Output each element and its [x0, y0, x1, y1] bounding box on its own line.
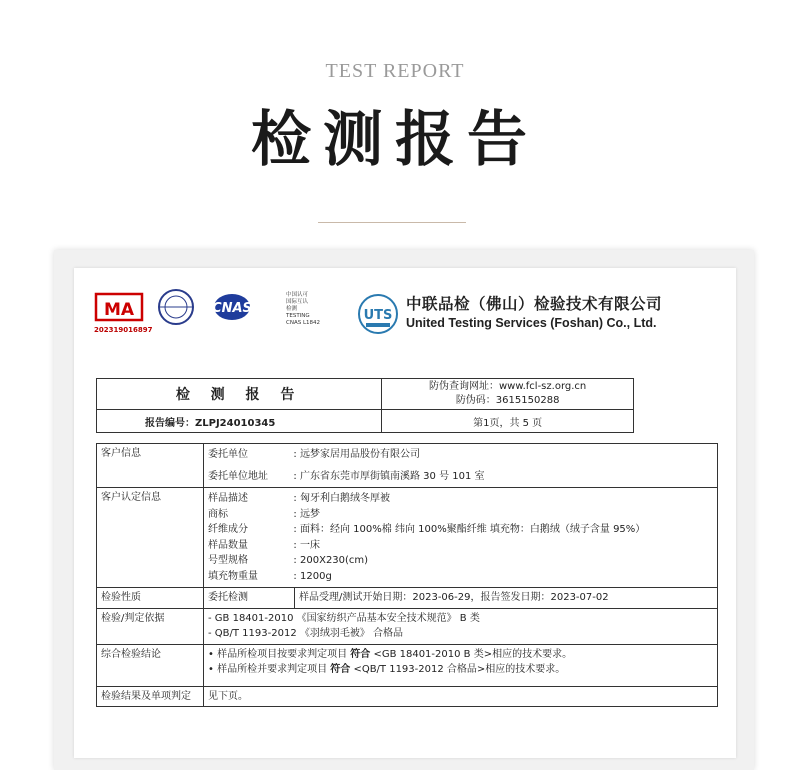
client-label: 客户信息	[97, 444, 204, 488]
test-nature-value: 委托检测	[204, 588, 295, 609]
table-row: 客户信息 委托单位 : 远梦家居用品股份有限公司 委托单位地址 : 广东省东莞市厚街镇南溪路 30 号 101 室	[97, 444, 718, 488]
basis-label: 检验/判定依据	[97, 608, 204, 644]
conclusion-label: 综合检验结论	[97, 644, 204, 686]
table-row	[97, 644, 718, 686]
report-header-table	[96, 378, 634, 433]
page-info: 第1页，共 5 页	[382, 410, 634, 433]
test-nature-label: 检验性质	[97, 588, 204, 609]
sample-label: 客户认定信息	[97, 488, 204, 588]
table-row	[97, 686, 718, 707]
table-row	[97, 488, 718, 588]
svg-text:UTS: UTS	[363, 308, 393, 323]
subtitle: TEST REPORT	[325, 60, 465, 82]
company-name-zh: 中联品检（佛山）检验技术有限公司	[406, 295, 663, 313]
cnas-text: 中国认可 国际互认 检测 TESTING CNAS L1842	[286, 292, 321, 326]
table-row	[97, 608, 718, 644]
report-title: 检 测 报 告	[97, 379, 382, 410]
conclusion-values: • 样品所检项目按要求判定项目 符合 <GB 18401-2010 B 类>相应的技术要求。 • 样品所检并要求判定项目 符合 <QB/T 1193-2012 合格品>相应的技术要求。	[204, 644, 718, 686]
uts-logo-icon	[356, 292, 400, 336]
result-value: 见下页。	[204, 686, 718, 707]
report-body-table	[96, 443, 718, 707]
sample-info: 样品描述 : 匈牙利白鹅绒冬厚被 商标 : 远梦 纤维成分 : 面料：经向 100%棉 纬向 100%聚酯纤维 填充物：白鹅绒（绒子含量 95%） 样品数量 : 一床 号型规格 : 200X230(cm) 填充物重量 : 1200g	[204, 488, 718, 588]
basis-values: - GB 18401-2010 《国家纺织产品基本安全技术规范》 B 类 - QB/T 1193-2012 《羽绒羽毛被》 合格品	[204, 608, 718, 644]
ma-cal-cnas-logo-icon	[94, 288, 284, 328]
accreditation-logos	[94, 288, 321, 338]
table-row	[97, 588, 718, 609]
test-dates: 样品受理/测试开始日期：2023-06-29，报告签发日期：2023-07-02	[295, 588, 718, 609]
ma-code: 2023190168​97	[94, 326, 153, 334]
svg-text:MA: MA	[103, 300, 135, 320]
company-name-en: United Testing Services (Foshan) Co., Ltd.	[406, 316, 657, 330]
report-number: 报告编号：ZLPJ24010345	[97, 410, 382, 433]
page-title: 检测报告	[251, 105, 539, 175]
svg-text:CNAS: CNAS	[212, 301, 252, 316]
title-divider	[318, 222, 466, 223]
result-label: 检验结果及单项判定	[97, 686, 204, 707]
company-header	[356, 292, 716, 336]
report-paper	[74, 268, 736, 758]
anti-fake-info: 防伪查询网址：www.fcl-sz.org.cn 防伪码：3615150288	[382, 379, 634, 410]
